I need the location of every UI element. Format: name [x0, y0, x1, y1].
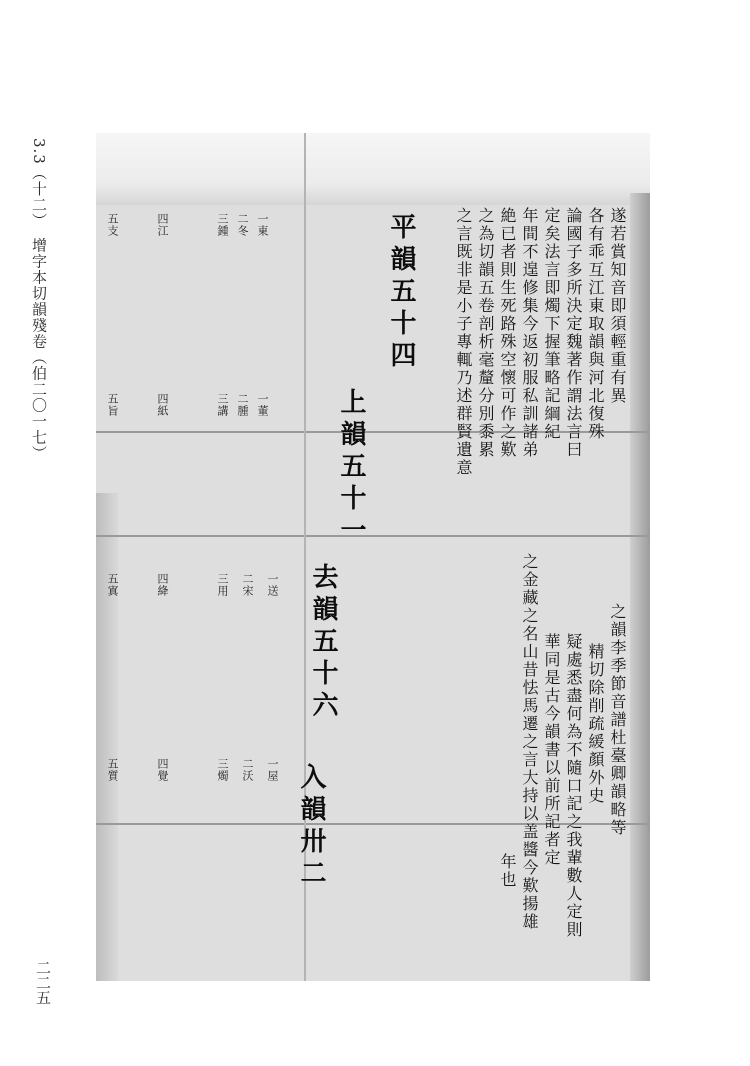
preface-column: 定矣法言即燭下握筆略記綱紀 — [542, 207, 561, 441]
paper-blank-area — [96, 133, 650, 205]
tone-heading-qu: 去韻五十六 — [308, 563, 338, 723]
preface-column: 年間不遑修集今返初服私訓諸弟 — [520, 207, 539, 459]
rhyme-entry: 四絳 — [156, 573, 169, 597]
rhyme-entry: 二沃 — [241, 758, 254, 782]
rhyme-entry: 一屋 — [266, 758, 279, 782]
rhyme-entry: 四紙 — [156, 393, 169, 417]
preface-column: 之為切韻五卷剖析毫釐分別黍累 — [476, 207, 495, 459]
rhyme-entry: 一送 — [266, 573, 279, 597]
page-caption — [30, 138, 48, 461]
rhyme-entry: 二腫 — [236, 393, 249, 417]
tone-heading-ru: 入韻卅二 — [296, 763, 326, 891]
preface-column: 絶已者則生死路殊空懷可作之歎 — [498, 207, 517, 459]
rhyme-entry: 四覺 — [156, 758, 169, 782]
preface-column-lower: 年也 — [498, 853, 517, 889]
torn-left-edge — [96, 493, 118, 981]
preface-column-lower: 之韻李季節音譜杜臺卿韻略等 — [608, 603, 627, 837]
rhyme-entry: 一東 — [256, 213, 269, 237]
preface-column-lower: 華同是古今韻書以前所記者定 — [542, 633, 561, 867]
rhyme-entry: 五質 — [106, 758, 119, 782]
preface-column-lower: 精切除削疏緩顏外史 — [586, 643, 605, 805]
rhyme-entry: 三燭 — [216, 758, 229, 782]
tone-heading-ping: 平韻五十四 — [386, 213, 416, 373]
rhyme-entry: 五支 — [106, 213, 119, 237]
rhyme-entry: 二宋 — [241, 573, 254, 597]
rhyme-entry: 三鍾 — [216, 213, 229, 237]
manuscript-scan — [96, 133, 650, 981]
rhyme-entry: 五旨 — [106, 393, 119, 417]
preface-column-lower: 疑處悉盡何為不隨口記之我輩數人定則 — [564, 633, 583, 939]
rhyme-entry: 四江 — [156, 213, 169, 237]
rhyme-entry: 五寘 — [106, 573, 119, 597]
preface-column: 各有乖互江東取韻與河北復殊 — [586, 207, 605, 441]
tone-heading-shang: 上韻五十一 — [336, 388, 366, 548]
caption-section: 3.3（十二） — [30, 138, 48, 222]
preface-column: 遂若賞知音即須輕重有異 — [608, 207, 627, 405]
caption-title: 增字本切韻殘卷（伯二〇一七） — [30, 237, 48, 462]
rhyme-entry: 三講 — [216, 393, 229, 417]
preface-column-lower: 之金藏之名山昔怯馬遷之言大持以盖醬今歎揚雄 — [520, 553, 539, 931]
page-number: 二二五 — [34, 960, 52, 1005]
paper-crack — [96, 535, 650, 537]
torn-right-edge — [630, 193, 650, 981]
rhyme-entry: 一董 — [256, 393, 269, 417]
rhyme-entry: 二冬 — [236, 213, 249, 237]
rhyme-entry: 三用 — [216, 573, 229, 597]
preface-column: 之言既非是小子專輒乃述群賢遺意 — [454, 207, 473, 477]
preface-column: 論國子多所決定魏著作謂法言曰 — [564, 207, 583, 459]
